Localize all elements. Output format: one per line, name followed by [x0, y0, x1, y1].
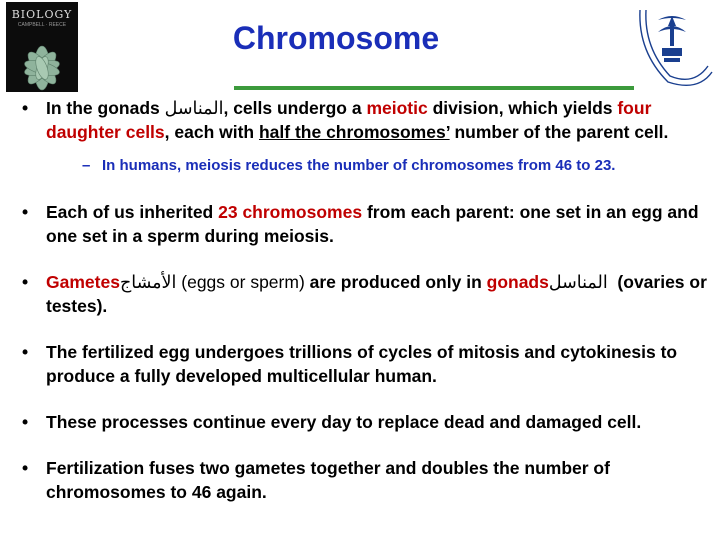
b2-23-chromosomes: 23 chromosomes: [218, 202, 363, 222]
bullet-fertilized-egg: [22, 340, 712, 388]
b2-text-1: Each of us inherited: [46, 202, 219, 222]
b1-meiotic: meiotic: [366, 98, 428, 118]
b2-text-2: from each parent: one set in an egg and one set in a sperm during meiosis.: [46, 202, 699, 246]
page-title: Chromosome: [232, 20, 440, 56]
b1-text-5: number of the parent cell.: [449, 122, 669, 142]
sub-bullet-meiosis: [46, 154, 712, 178]
b3-arabic-gonads: المناسل: [548, 272, 613, 292]
b6-text: Fertilization fuses two gametes together and doubles the number of chromosomes to 46 again.: [46, 458, 610, 502]
b1-arabic-gonads: المناسل: [164, 98, 224, 118]
cover-subtitle: CAMPBELL · REECE: [17, 22, 67, 28]
title-divider: [234, 86, 634, 90]
b3-arabic-gametes: الأمشاج: [119, 272, 182, 292]
b1-text-1: In the gonads: [46, 98, 165, 118]
b1-text-4: , each with: [164, 122, 259, 142]
b3-gametes: Gametes: [46, 272, 120, 292]
b1-half-chromosomes: half the chromosomes’: [258, 122, 450, 142]
bullet-gametes: [22, 270, 712, 318]
b1-text-3: division, which yields: [427, 98, 618, 118]
bullet-list: [22, 96, 712, 526]
b5-text: These processes continue every day to replace dead and damaged cell.: [46, 412, 642, 432]
bullet-fertilization: [22, 456, 712, 504]
cover-title: BIOLOGY: [11, 8, 73, 21]
sub-bullet-text: In humans, meiosis reduces the number of chromosomes from 46 to 23.: [102, 157, 616, 174]
b3-text-1: (eggs or sperm): [181, 272, 305, 292]
b4-text: The fertilized egg undergoes trillions of cycles of mitosis and cytokinesis to produce a fully developed multicellular human.: [46, 342, 678, 386]
b1-text-2: , cells undergo a: [223, 98, 367, 118]
bullet-inherited: [22, 200, 712, 248]
bullet-processes: [22, 410, 712, 434]
b3-text-3: (ovaries or testes).: [46, 272, 707, 316]
b3-text-2: are produced only in: [304, 272, 487, 292]
b1-four-daughter-cells: four daughter cells: [46, 98, 652, 142]
b3-gonads: gonads: [486, 272, 549, 292]
bullet-gonads-meiosis: [22, 96, 712, 178]
